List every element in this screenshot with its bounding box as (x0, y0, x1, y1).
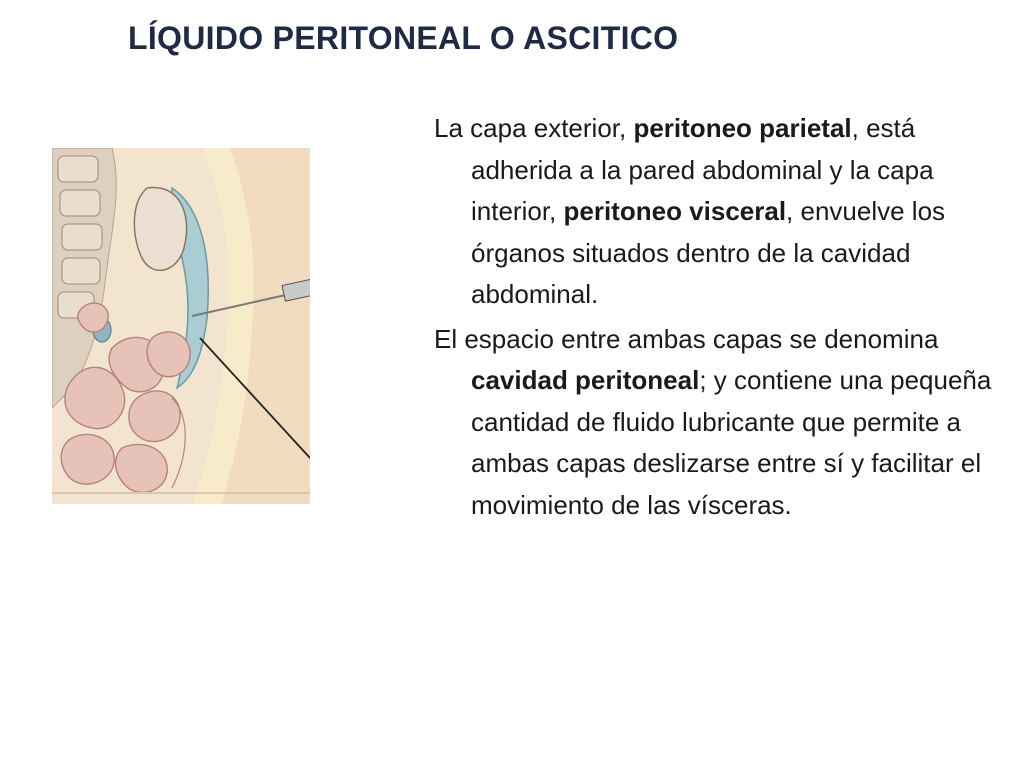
text-run: , está adherida a la pared abdominal y la capa interior, (471, 113, 934, 226)
text-run: ; y contiene una pequeña cantidad de fluido lubricante que permite a ambas capas deslizarse entre sí y facilitar el movimiento de las vísceras. (471, 365, 992, 520)
bold-term-peritoneo-parietal: peritoneo parietal (633, 113, 852, 143)
text-run: La capa exterior, (434, 113, 634, 143)
text-run: , envuelve los órganos situados dentro de la cavidad abdominal. (471, 196, 946, 309)
bold-term-peritoneo-visceral: peritoneo visceral (563, 196, 787, 226)
organ-upper (134, 188, 186, 271)
body-text (434, 108, 994, 529)
slide-title: LÍQUIDO PERITONEAL O ASCITICO (128, 20, 679, 56)
abdominal-cross-section-illustration (52, 148, 310, 504)
text-run: El espacio entre ambas capas se denomina (434, 323, 939, 354)
paragraph-2 (434, 319, 994, 527)
bold-term-cavidad-peritoneal: cavidad peritoneal (471, 365, 700, 395)
paragraph-1 (434, 108, 994, 316)
